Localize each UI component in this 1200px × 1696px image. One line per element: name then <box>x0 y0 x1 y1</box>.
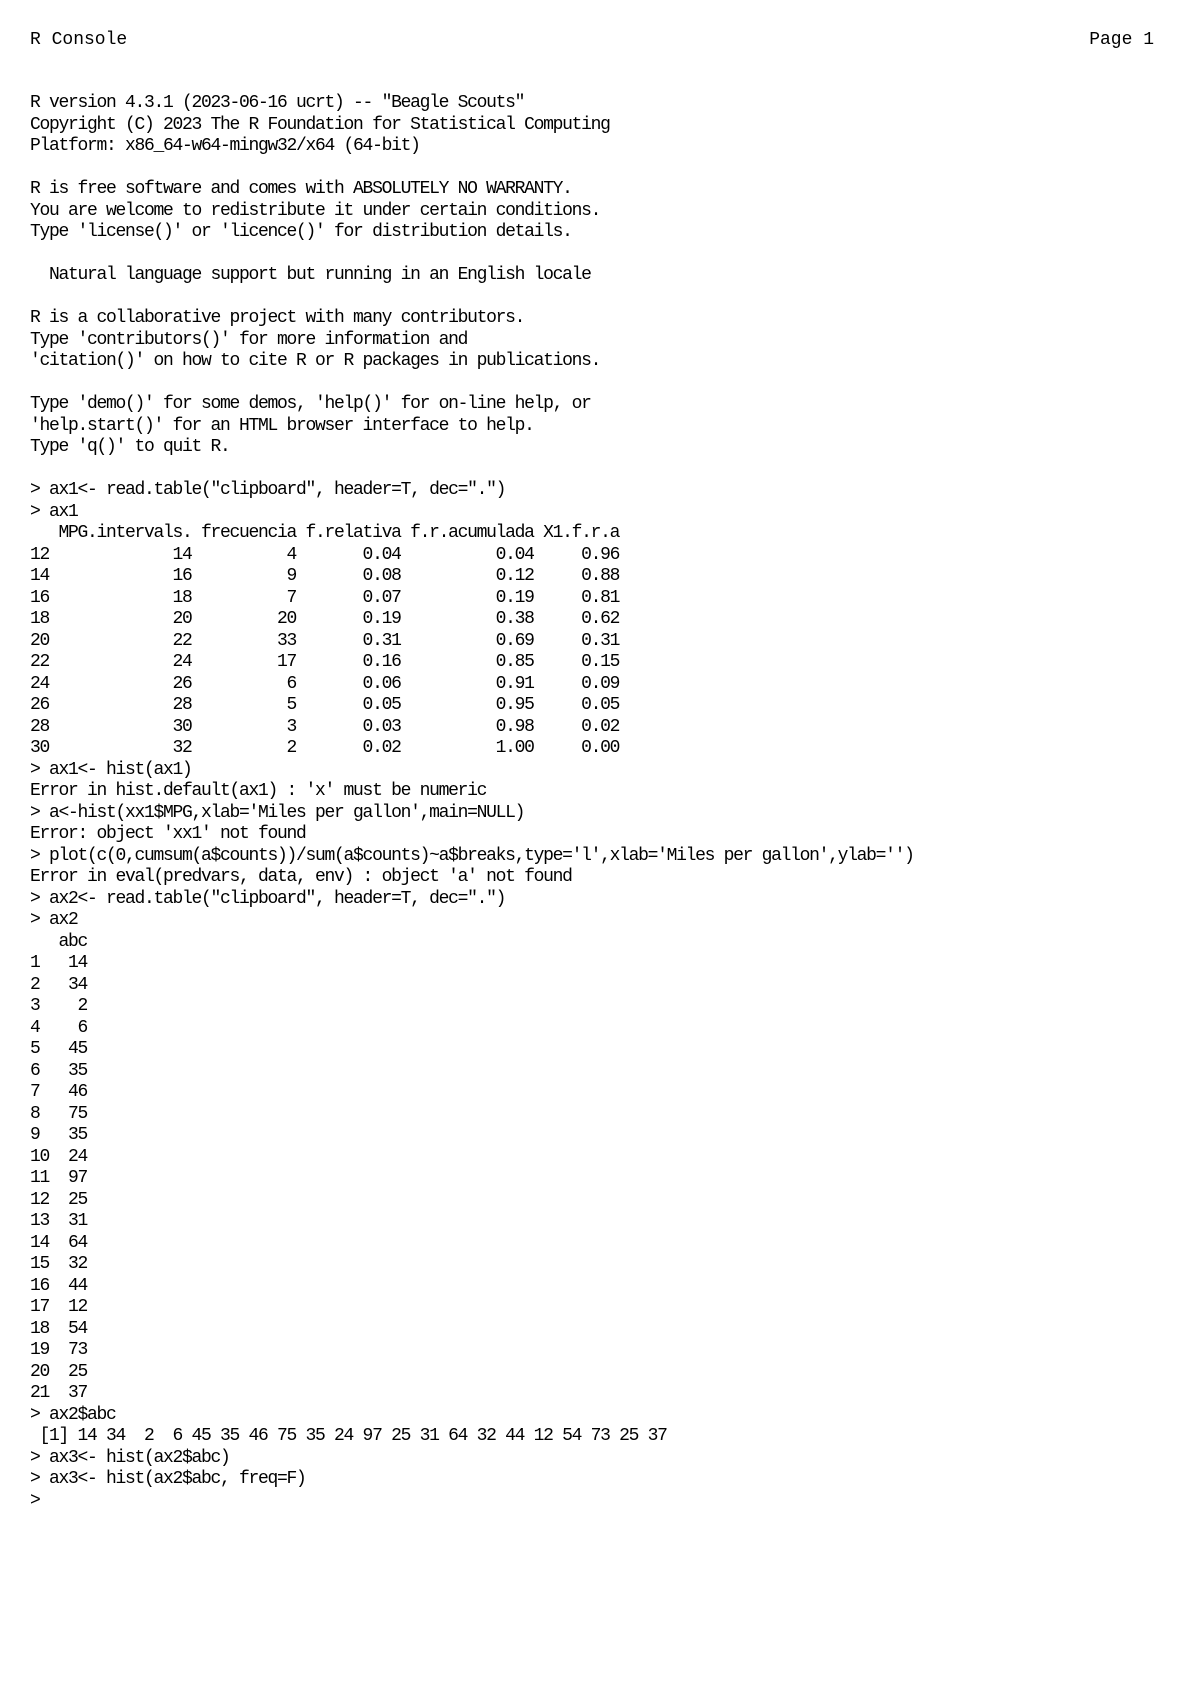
console-line: Platform: x86_64-w64-mingw32/x64 (64-bit) <box>30 136 420 156</box>
console-line <box>30 459 1180 481</box>
console-line <box>30 287 1180 309</box>
console-line: 16 44 <box>30 1275 88 1296</box>
console-line: Type 'contributors()' for more information and <box>30 329 468 350</box>
console-line: R version 4.3.1 (2023-06-16 ucrt) -- "Beagle Scouts" <box>30 93 525 113</box>
page-header <box>30 28 1154 52</box>
console-line: 21 37 <box>30 1383 88 1403</box>
console-line: 24 26 6 0.06 0.91 0.09 <box>30 673 620 694</box>
console-line: You are welcome to redistribute it under certain conditions. <box>30 200 601 221</box>
console-line: 3 2 <box>30 996 88 1016</box>
console-line: 20 25 <box>30 1361 88 1382</box>
console-line: Type 'q()' to quit R. <box>30 437 230 457</box>
console-line: 10 24 <box>30 1146 88 1167</box>
console-line: 11 97 <box>30 1168 88 1188</box>
console-line <box>30 158 1180 180</box>
console-line: 'citation()' on how to cite R or R packages in publications. <box>30 351 601 371</box>
console-line: 7 46 <box>30 1082 88 1102</box>
console-line: 12 25 <box>30 1189 88 1210</box>
console-line: 5 45 <box>30 1039 88 1059</box>
console-line: 14 64 <box>30 1232 88 1253</box>
console-line: Error: object 'xx1' not found <box>30 824 306 844</box>
console-line: 6 35 <box>30 1060 88 1081</box>
console-line: Copyright (C) 2023 The R Foundation for Statistical Computing <box>30 114 610 135</box>
console-line: MPG.intervals. frecuencia f.relativa f.r.acumulada X1.f.r.a <box>30 523 620 543</box>
console-line: 19 73 <box>30 1340 88 1360</box>
console-line: Type 'license()' or 'licence()' for distribution details. <box>30 222 572 242</box>
console-line: 18 20 20 0.19 0.38 0.62 <box>30 609 620 629</box>
console-line: 9 35 <box>30 1125 88 1145</box>
console-line: Natural language support but running in an English locale <box>30 265 591 285</box>
console-line: 26 28 5 0.05 0.95 0.05 <box>30 695 620 715</box>
console-line: Error in eval(predvars, data, env) : object 'a' not found <box>30 867 572 887</box>
console-line: 1 14 <box>30 953 88 973</box>
console-output <box>30 93 1180 1512</box>
console-line: 16 18 7 0.07 0.19 0.81 <box>30 587 620 608</box>
console-line <box>30 244 1180 266</box>
console-line: 30 32 2 0.02 1.00 0.00 <box>30 738 620 758</box>
console-line: 8 75 <box>30 1103 88 1124</box>
console-line: 12 14 4 0.04 0.04 0.96 <box>30 544 620 565</box>
console-line: 13 31 <box>30 1211 88 1231</box>
console-line: > plot(c(0,cumsum(a$counts))/sum(a$counts)~a$breaks,type='l',xlab='Miles per gallon',ylab='') <box>30 845 914 866</box>
console-line: > ax3<- hist(ax2$abc, freq=F) <box>30 1469 306 1489</box>
console-line: 28 30 3 0.03 0.98 0.02 <box>30 716 620 737</box>
console-line: > ax1<- hist(ax1) <box>30 759 192 780</box>
console-line: > ax2 <box>30 910 78 930</box>
console-line: Error in hist.default(ax1) : 'x' must be numeric <box>30 781 487 801</box>
console-line: > <box>30 1490 40 1511</box>
console-line: 18 54 <box>30 1318 88 1339</box>
console-line: 17 12 <box>30 1297 88 1317</box>
console-title: R Console <box>30 30 128 50</box>
page-number: Page 1 <box>1089 30 1154 50</box>
console-line: [1] 14 34 2 6 45 35 46 75 35 24 97 25 31 64 32 44 12 54 73 25 37 <box>30 1426 667 1446</box>
console-line: 'help.start()' for an HTML browser interface to help. <box>30 415 534 436</box>
console-line: Type 'demo()' for some demos, 'help()' for on-line help, or <box>30 394 591 414</box>
console-line: > ax2$abc <box>30 1404 116 1425</box>
console-line: R is a collaborative project with many contributors. <box>30 308 525 328</box>
console-line: 22 24 17 0.16 0.85 0.15 <box>30 652 620 672</box>
console-line <box>30 373 1180 395</box>
console-line: 15 32 <box>30 1254 88 1274</box>
console-line: 14 16 9 0.08 0.12 0.88 <box>30 566 620 586</box>
console-line: R is free software and comes with ABSOLUTELY NO WARRANTY. <box>30 179 572 199</box>
console-line: abc <box>30 931 88 952</box>
console-line: > ax1<- read.table("clipboard", header=T, dec=".") <box>30 480 506 500</box>
console-line: > a<-hist(xx1$MPG,xlab='Miles per gallon',main=NULL) <box>30 802 525 823</box>
console-line: > ax3<- hist(ax2$abc) <box>30 1447 230 1468</box>
console-line: > ax1 <box>30 501 78 522</box>
console-line: 2 34 <box>30 974 88 995</box>
console-line: 4 6 <box>30 1017 88 1038</box>
console-line: > ax2<- read.table("clipboard", header=T, dec=".") <box>30 888 506 909</box>
console-line: 20 22 33 0.31 0.69 0.31 <box>30 630 620 651</box>
